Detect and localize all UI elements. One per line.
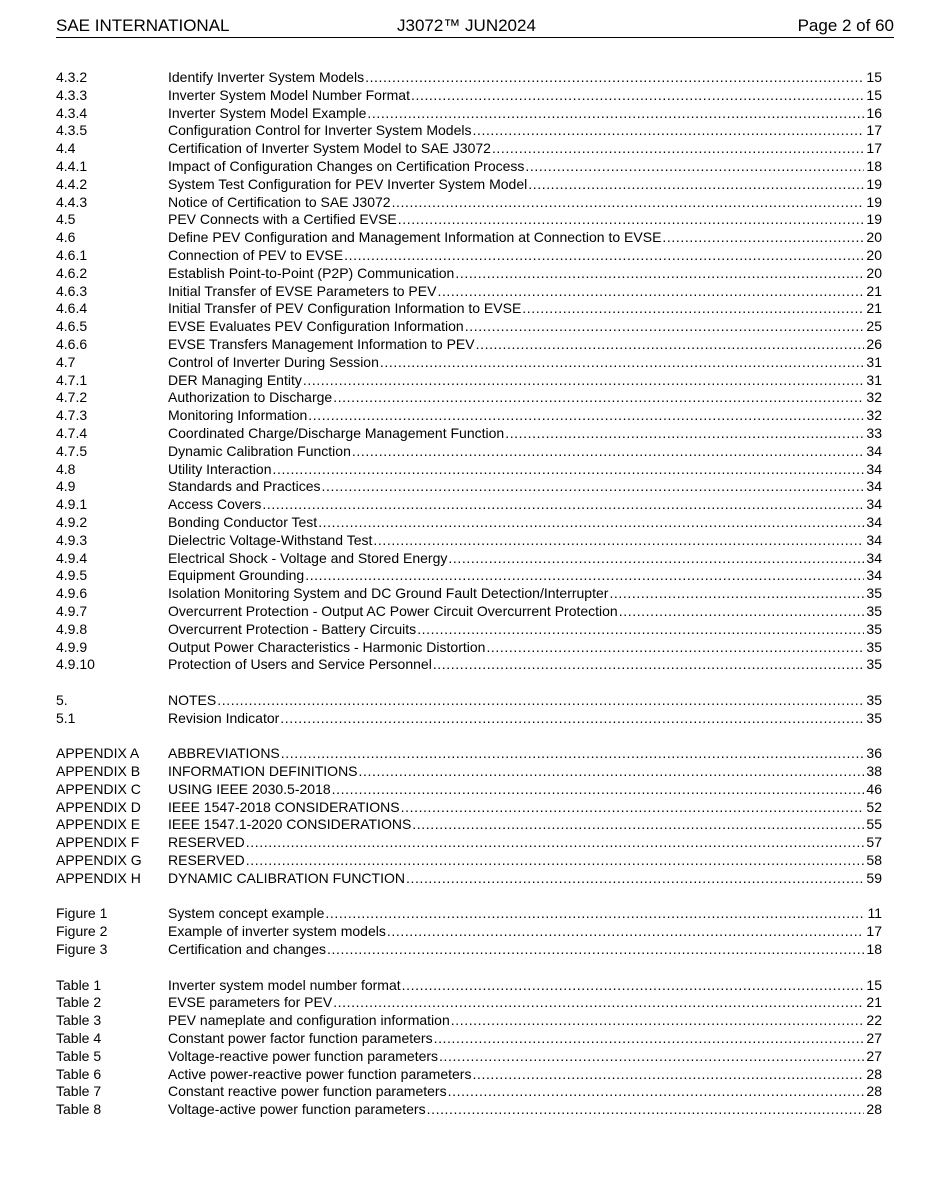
toc-entry-title: IEEE 1547-2018 CONSIDERATIONS [168, 798, 400, 815]
toc-entry-number: 4.9.6 [56, 585, 88, 602]
toc-dot-leader [427, 1101, 865, 1119]
toc-entry-title: EVSE Transfers Management Information to PEV [168, 335, 475, 352]
toc-entry-page: 21 [866, 300, 882, 317]
toc-dot-leader [262, 496, 864, 514]
toc-entry-number: 4.4.1 [56, 157, 88, 174]
toc-entry-number: 4.7.1 [56, 371, 88, 388]
toc-dot-leader [365, 69, 864, 87]
toc-entry-title: Overcurrent Protection - Output AC Power Circuit Overcurrent Protection [168, 602, 618, 619]
toc-entry-page: 15 [866, 69, 882, 85]
toc-entry[interactable] [56, 621, 882, 639]
toc-entry-title: Configuration Control for Inverter System Models [168, 122, 472, 139]
toc-entry[interactable] [56, 923, 882, 941]
toc-entry-page: 35 [866, 638, 882, 655]
toc-entry-title: Define PEV Configuration and Management Information at Connection to EVSE [168, 229, 662, 246]
toc-entry-title: INFORMATION DEFINITIONS [168, 763, 358, 780]
toc-entry-title: PEV Connects with a Certified EVSE [168, 211, 397, 228]
toc-entry-page: 27 [866, 1047, 882, 1064]
toc-dot-leader [455, 265, 864, 283]
toc-entry-page: 34 [866, 567, 882, 584]
toc-entry-title: Establish Point-to-Point (P2P) Communication [168, 264, 455, 281]
toc-entry-number: Figure 3 [56, 941, 108, 958]
toc-entry[interactable] [56, 478, 882, 496]
toc-dot-leader [402, 977, 865, 995]
toc-entry-number: 4.3.4 [56, 104, 88, 121]
toc-entry-title: Inverter System Model Number Format [168, 86, 410, 103]
toc-entry-page: 20 [866, 264, 882, 281]
toc-entry-page: 35 [866, 691, 882, 708]
toc-entry-number: APPENDIX E [56, 816, 141, 833]
toc-entry-number: 4.9.8 [56, 620, 88, 637]
toc-entry-number: 4.7.5 [56, 442, 88, 459]
toc-entry[interactable] [56, 905, 882, 923]
toc-entry[interactable] [56, 389, 882, 407]
toc-entry[interactable] [56, 247, 882, 265]
toc-entry-page: 38 [866, 763, 882, 780]
toc-dot-leader [619, 603, 865, 621]
toc-entry-page: 18 [866, 157, 882, 174]
toc-entry-title: Electrical Shock - Voltage and Stored Energy [168, 549, 448, 566]
toc-entry-number: 4.7.4 [56, 424, 88, 441]
toc-entry-page: 34 [866, 478, 882, 495]
toc-entry-page: 31 [866, 371, 882, 388]
toc-entry[interactable] [56, 283, 882, 301]
toc-dot-leader [318, 514, 864, 532]
toc-entry-title: Voltage-active power function parameters [168, 1101, 426, 1118]
toc-dot-leader [217, 692, 864, 710]
toc-entry-title: Active power-reactive power function parameters [168, 1065, 472, 1082]
toc-dot-leader [246, 852, 865, 870]
toc-entry-title: Protection of Users and Service Personnel [168, 656, 432, 673]
toc-entry-number: Table 3 [56, 1012, 102, 1029]
toc-entry-number: Table 6 [56, 1065, 102, 1082]
toc-entry-page: 17 [866, 923, 882, 940]
toc-entry-number: APPENDIX D [56, 798, 141, 815]
toc-entry-number: 4.9.9 [56, 638, 88, 655]
toc-entry-title: Certification and changes [168, 941, 326, 958]
toc-entry[interactable] [56, 870, 882, 888]
toc-entry-number: 4.7 [56, 353, 76, 370]
toc-entry[interactable] [56, 300, 882, 318]
toc-entry-title: Notice of Certification to SAE J3072 [168, 193, 391, 210]
toc-entry-page: 17 [866, 140, 882, 157]
toc-entry-number: 4.6 [56, 229, 76, 246]
toc-entry[interactable] [56, 692, 882, 710]
toc-entry[interactable] [56, 425, 882, 443]
toc-entry-number: 4.9.10 [56, 656, 95, 673]
toc-entry[interactable] [56, 265, 882, 283]
toc-entry-title: Impact of Configuration Changes on Certification Process [168, 157, 525, 174]
toc-entry[interactable] [56, 336, 882, 354]
toc-entry-title: System concept example [168, 905, 325, 922]
toc-entry-number: 4.3.3 [56, 86, 88, 103]
toc-entry[interactable] [56, 745, 882, 763]
toc-entry-page: 28 [866, 1101, 882, 1118]
toc-dot-leader [476, 336, 865, 354]
toc-entry-number: APPENDIX C [56, 780, 141, 797]
toc-entry-page: 35 [866, 602, 882, 619]
toc-entry-title: Standards and Practices [168, 478, 321, 495]
toc-dot-leader [433, 656, 865, 674]
toc-entry-number: Table 7 [56, 1083, 102, 1100]
toc-entry-page: 32 [866, 407, 882, 424]
toc-entry-number: 4.9.7 [56, 602, 88, 619]
toc-entry-page: 20 [866, 246, 882, 263]
toc-dot-leader [333, 994, 864, 1012]
toc-entry-number: APPENDIX F [56, 834, 140, 851]
toc-entry-number: 4.6.6 [56, 335, 88, 352]
toc-dot-leader [280, 710, 864, 728]
toc-entry-page: 59 [866, 869, 882, 886]
toc-entry-page: 34 [866, 549, 882, 566]
toc-entry-title: Coordinated Charge/Discharge Management Function [168, 424, 505, 441]
toc-entry[interactable] [56, 941, 882, 959]
header-page-number: Page 2 of 60 [797, 16, 894, 35]
toc-entry-title: Constant reactive power function parameters [168, 1083, 447, 1100]
toc-entry-title: DER Managing Entity [168, 371, 302, 388]
toc-entry[interactable] [56, 710, 882, 728]
toc-entry-title: PEV nameplate and configuration information [168, 1012, 450, 1029]
toc-entry[interactable] [56, 994, 882, 1012]
toc-entry[interactable] [56, 407, 882, 425]
toc-entry-page: 34 [866, 460, 882, 477]
toc-entry-page: 32 [866, 389, 882, 406]
toc-entry-title: NOTES [168, 691, 217, 708]
toc-entry[interactable] [56, 816, 882, 834]
toc-entry-title: Dielectric Voltage-Withstand Test [168, 531, 373, 548]
toc-entry[interactable] [56, 1012, 882, 1030]
toc-entry-number: 4.6.3 [56, 282, 88, 299]
toc-entry-page: 16 [866, 104, 882, 121]
toc-dot-leader [528, 176, 864, 194]
toc-entry-page: 55 [866, 816, 882, 833]
toc-dot-leader [327, 941, 864, 959]
toc-entry-title: Isolation Monitoring System and DC Ground Fault Detection/Interrupter [168, 585, 609, 602]
toc-entry-title: RESERVED [168, 852, 245, 869]
toc-entry-title: Overcurrent Protection - Battery Circuits [168, 620, 417, 637]
toc-section-group [56, 69, 882, 674]
toc-entry-number: Table 4 [56, 1030, 102, 1047]
toc-entry-number: APPENDIX G [56, 852, 142, 869]
toc-entry-number: Table 1 [56, 976, 102, 993]
toc-entry-number: 4.6.5 [56, 318, 88, 335]
toc-entry-title: Voltage-reactive power function parameters [168, 1047, 439, 1064]
toc-dot-leader [352, 443, 865, 461]
toc-entry-title: DYNAMIC CALIBRATION FUNCTION [168, 869, 405, 886]
toc-entry-page: 35 [866, 585, 882, 602]
toc-entry[interactable] [56, 656, 882, 674]
toc-dot-leader [373, 532, 864, 550]
toc-entry-page: 34 [866, 442, 882, 459]
toc-dot-leader [401, 799, 865, 817]
toc-dot-leader [367, 105, 864, 123]
toc-entry-number: 4.9.2 [56, 513, 88, 530]
toc-dot-leader [505, 425, 864, 443]
toc-dot-leader [472, 122, 864, 140]
toc-entry-page: 34 [866, 513, 882, 530]
toc-section-group [56, 905, 882, 958]
toc-entry-number: 5.1 [56, 709, 76, 726]
toc-entry-page: 31 [866, 353, 882, 370]
toc-entry-page: 33 [866, 424, 882, 441]
toc-entry-title: Monitoring Information [168, 407, 308, 424]
toc-entry-page: 58 [866, 852, 882, 869]
toc-entry-number: 4.6.1 [56, 246, 88, 263]
toc-entry-number: 4.7.3 [56, 407, 88, 424]
table-of-contents [56, 69, 882, 1119]
toc-entry-title: ABBREVIATIONS [168, 745, 280, 762]
toc-entry[interactable] [56, 372, 882, 390]
toc-dot-leader [451, 1012, 865, 1030]
toc-entry[interactable] [56, 763, 882, 781]
toc-entry-title: System Test Configuration for PEV Inverter System Model [168, 175, 528, 192]
toc-entry[interactable] [56, 87, 882, 105]
toc-dot-leader [387, 923, 865, 941]
toc-dot-leader [308, 407, 864, 425]
toc-entry-number: 4.8 [56, 460, 76, 477]
toc-entry-title: EVSE parameters for PEV [168, 994, 333, 1011]
toc-entry-number: APPENDIX H [56, 869, 141, 886]
toc-entry-number: 4.4.3 [56, 193, 88, 210]
toc-entry-page: 28 [866, 1083, 882, 1100]
toc-entry[interactable] [56, 514, 882, 532]
toc-entry-title: Constant power factor function parameters [168, 1030, 433, 1047]
toc-entry-title: IEEE 1547.1-2020 CONSIDERATIONS [168, 816, 412, 833]
toc-entry-page: 36 [866, 745, 882, 762]
toc-dot-leader [411, 87, 864, 105]
toc-entry-page: 11 [867, 905, 882, 922]
toc-entry[interactable] [56, 1066, 882, 1084]
header-document-id: J3072™ JUN2024 [397, 16, 536, 35]
toc-entry[interactable] [56, 496, 882, 514]
toc-entry-title: Output Power Characteristics - Harmonic Distortion [168, 638, 486, 655]
toc-entry-title: Utility Interaction [168, 460, 272, 477]
toc-entry-page: 25 [866, 318, 882, 335]
toc-dot-leader [472, 1066, 864, 1084]
header-organization: SAE INTERNATIONAL [56, 16, 230, 35]
toc-entry-page: 21 [866, 994, 882, 1011]
toc-entry-number: 4.9 [56, 478, 76, 495]
toc-entry-title: Certification of Inverter System Model to SAE J3072 [168, 140, 491, 157]
toc-entry[interactable] [56, 69, 882, 87]
toc-entry[interactable] [56, 1030, 882, 1048]
toc-entry-number: 4.4 [56, 140, 76, 157]
toc-entry-page: 27 [866, 1030, 882, 1047]
toc-entry-number: Figure 1 [56, 905, 108, 922]
toc-dot-leader [439, 1048, 864, 1066]
toc-dot-leader [392, 194, 865, 212]
toc-entry-title: Access Covers [168, 496, 262, 513]
toc-entry-title: Authorization to Discharge [168, 389, 333, 406]
toc-entry-number: 4.9.1 [56, 496, 88, 513]
toc-section-group [56, 745, 882, 887]
toc-dot-leader [522, 300, 864, 318]
toc-dot-leader [437, 283, 864, 301]
toc-entry[interactable] [56, 105, 882, 123]
toc-entry[interactable] [56, 1101, 882, 1119]
toc-dot-leader [662, 229, 864, 247]
toc-dot-leader [412, 816, 864, 834]
toc-dot-leader [525, 158, 864, 176]
toc-entry-page: 19 [866, 211, 882, 228]
toc-entry-page: 21 [866, 282, 882, 299]
toc-entry-page: 34 [866, 496, 882, 513]
toc-entry-number: 4.6.4 [56, 300, 88, 317]
toc-entry-title: EVSE Evaluates PEV Configuration Information [168, 318, 464, 335]
toc-dot-leader [325, 905, 865, 923]
toc-entry[interactable] [56, 176, 882, 194]
toc-entry-title: Example of inverter system models [168, 923, 386, 940]
toc-entry[interactable] [56, 567, 882, 585]
toc-entry[interactable] [56, 158, 882, 176]
toc-entry-title: Bonding Conductor Test [168, 513, 318, 530]
toc-entry-title: Identify Inverter System Models [168, 69, 365, 85]
toc-dot-leader [406, 870, 864, 888]
toc-dot-leader [434, 1030, 865, 1048]
toc-entry-number: 4.9.4 [56, 549, 88, 566]
toc-entry-title: Initial Transfer of EVSE Parameters to PEV [168, 282, 437, 299]
toc-entry-page: 20 [866, 229, 882, 246]
toc-entry-page: 26 [866, 335, 882, 352]
toc-entry-title: Revision Indicator [168, 709, 280, 726]
toc-entry-page: 35 [866, 620, 882, 637]
toc-entry-page: 22 [866, 1012, 882, 1029]
toc-entry-number: 4.4.2 [56, 175, 88, 192]
toc-entry-number: 4.5 [56, 211, 76, 228]
toc-entry-number: APPENDIX B [56, 763, 141, 780]
toc-section-group [56, 692, 882, 728]
toc-entry-number: 5. [56, 691, 68, 708]
toc-entry[interactable] [56, 603, 882, 621]
toc-entry-page: 19 [866, 193, 882, 210]
toc-entry-title: Control of Inverter During Session [168, 353, 379, 370]
toc-entry[interactable] [56, 194, 882, 212]
toc-entry[interactable] [56, 443, 882, 461]
toc-entry-page: 19 [866, 175, 882, 192]
page-header [56, 15, 894, 38]
toc-entry-title: USING IEEE 2030.5-2018 [168, 780, 331, 797]
toc-entry[interactable] [56, 977, 882, 995]
toc-dot-leader [332, 781, 865, 799]
toc-dot-leader [448, 550, 864, 568]
toc-dot-leader [333, 389, 864, 407]
toc-dot-leader [380, 354, 865, 372]
toc-entry[interactable] [56, 834, 882, 852]
toc-entry-title: Inverter system model number format [168, 976, 401, 993]
toc-entry-page: 28 [866, 1065, 882, 1082]
toc-entry[interactable] [56, 799, 882, 817]
toc-entry-number: Table 8 [56, 1101, 102, 1118]
toc-entry-number: 4.9.5 [56, 567, 88, 584]
toc-entry[interactable] [56, 1048, 882, 1066]
toc-entry-title: Equipment Grounding [168, 567, 305, 584]
toc-entry[interactable] [56, 585, 882, 603]
toc-dot-leader [359, 763, 865, 781]
toc-entry[interactable] [56, 229, 882, 247]
toc-entry[interactable] [56, 354, 882, 372]
toc-entry-page: 34 [866, 531, 882, 548]
toc-dot-leader [417, 621, 864, 639]
toc-section-group [56, 977, 882, 1119]
toc-dot-leader [246, 834, 865, 852]
toc-entry-number: 4.9.3 [56, 531, 88, 548]
toc-entry-number: 4.3.5 [56, 122, 88, 139]
toc-entry-title: Dynamic Calibration Function [168, 442, 351, 459]
toc-dot-leader [305, 567, 864, 585]
toc-entry[interactable] [56, 122, 882, 140]
toc-entry[interactable] [56, 532, 882, 550]
toc-entry-title: Initial Transfer of PEV Configuration Information to EVSE [168, 300, 522, 317]
toc-entry-page: 18 [866, 941, 882, 958]
toc-entry-page: 15 [866, 86, 882, 103]
toc-dot-leader [344, 247, 864, 265]
toc-entry-number: Table 5 [56, 1047, 102, 1064]
toc-entry-title: RESERVED [168, 834, 245, 851]
toc-entry[interactable] [56, 781, 882, 799]
toc-entry-page: 57 [866, 834, 882, 851]
toc-entry-page: 15 [866, 976, 882, 993]
toc-dot-leader [486, 639, 864, 657]
toc-dot-leader [303, 372, 865, 390]
toc-dot-leader [322, 478, 865, 496]
toc-dot-leader [398, 211, 865, 229]
toc-entry-number: Table 2 [56, 994, 102, 1011]
toc-entry-number: 4.6.2 [56, 264, 88, 281]
toc-dot-leader [609, 585, 864, 603]
toc-entry-page: 46 [866, 780, 882, 797]
toc-entry-title: Inverter System Model Example [168, 104, 367, 121]
toc-entry-title: Connection of PEV to EVSE [168, 246, 344, 263]
toc-entry[interactable] [56, 1083, 882, 1101]
toc-entry[interactable] [56, 550, 882, 568]
toc-entry-number: Figure 2 [56, 923, 108, 940]
toc-entry-number: APPENDIX A [56, 745, 140, 762]
toc-dot-leader [272, 461, 864, 479]
toc-dot-leader [281, 745, 865, 763]
toc-entry-page: 35 [866, 709, 882, 726]
toc-entry-number: 4.7.2 [56, 389, 88, 406]
toc-dot-leader [492, 140, 864, 158]
toc-entry-page: 35 [866, 656, 882, 673]
toc-entry-page: 17 [866, 122, 882, 139]
toc-entry[interactable] [56, 639, 882, 657]
toc-entry-number: 4.3.2 [56, 69, 88, 85]
toc-entry[interactable] [56, 211, 882, 229]
toc-dot-leader [448, 1083, 865, 1101]
toc-dot-leader [465, 318, 865, 336]
toc-entry[interactable] [56, 852, 882, 870]
toc-entry[interactable] [56, 140, 882, 158]
toc-entry[interactable] [56, 318, 882, 336]
toc-entry[interactable] [56, 461, 882, 479]
toc-entry-page: 52 [866, 798, 882, 815]
